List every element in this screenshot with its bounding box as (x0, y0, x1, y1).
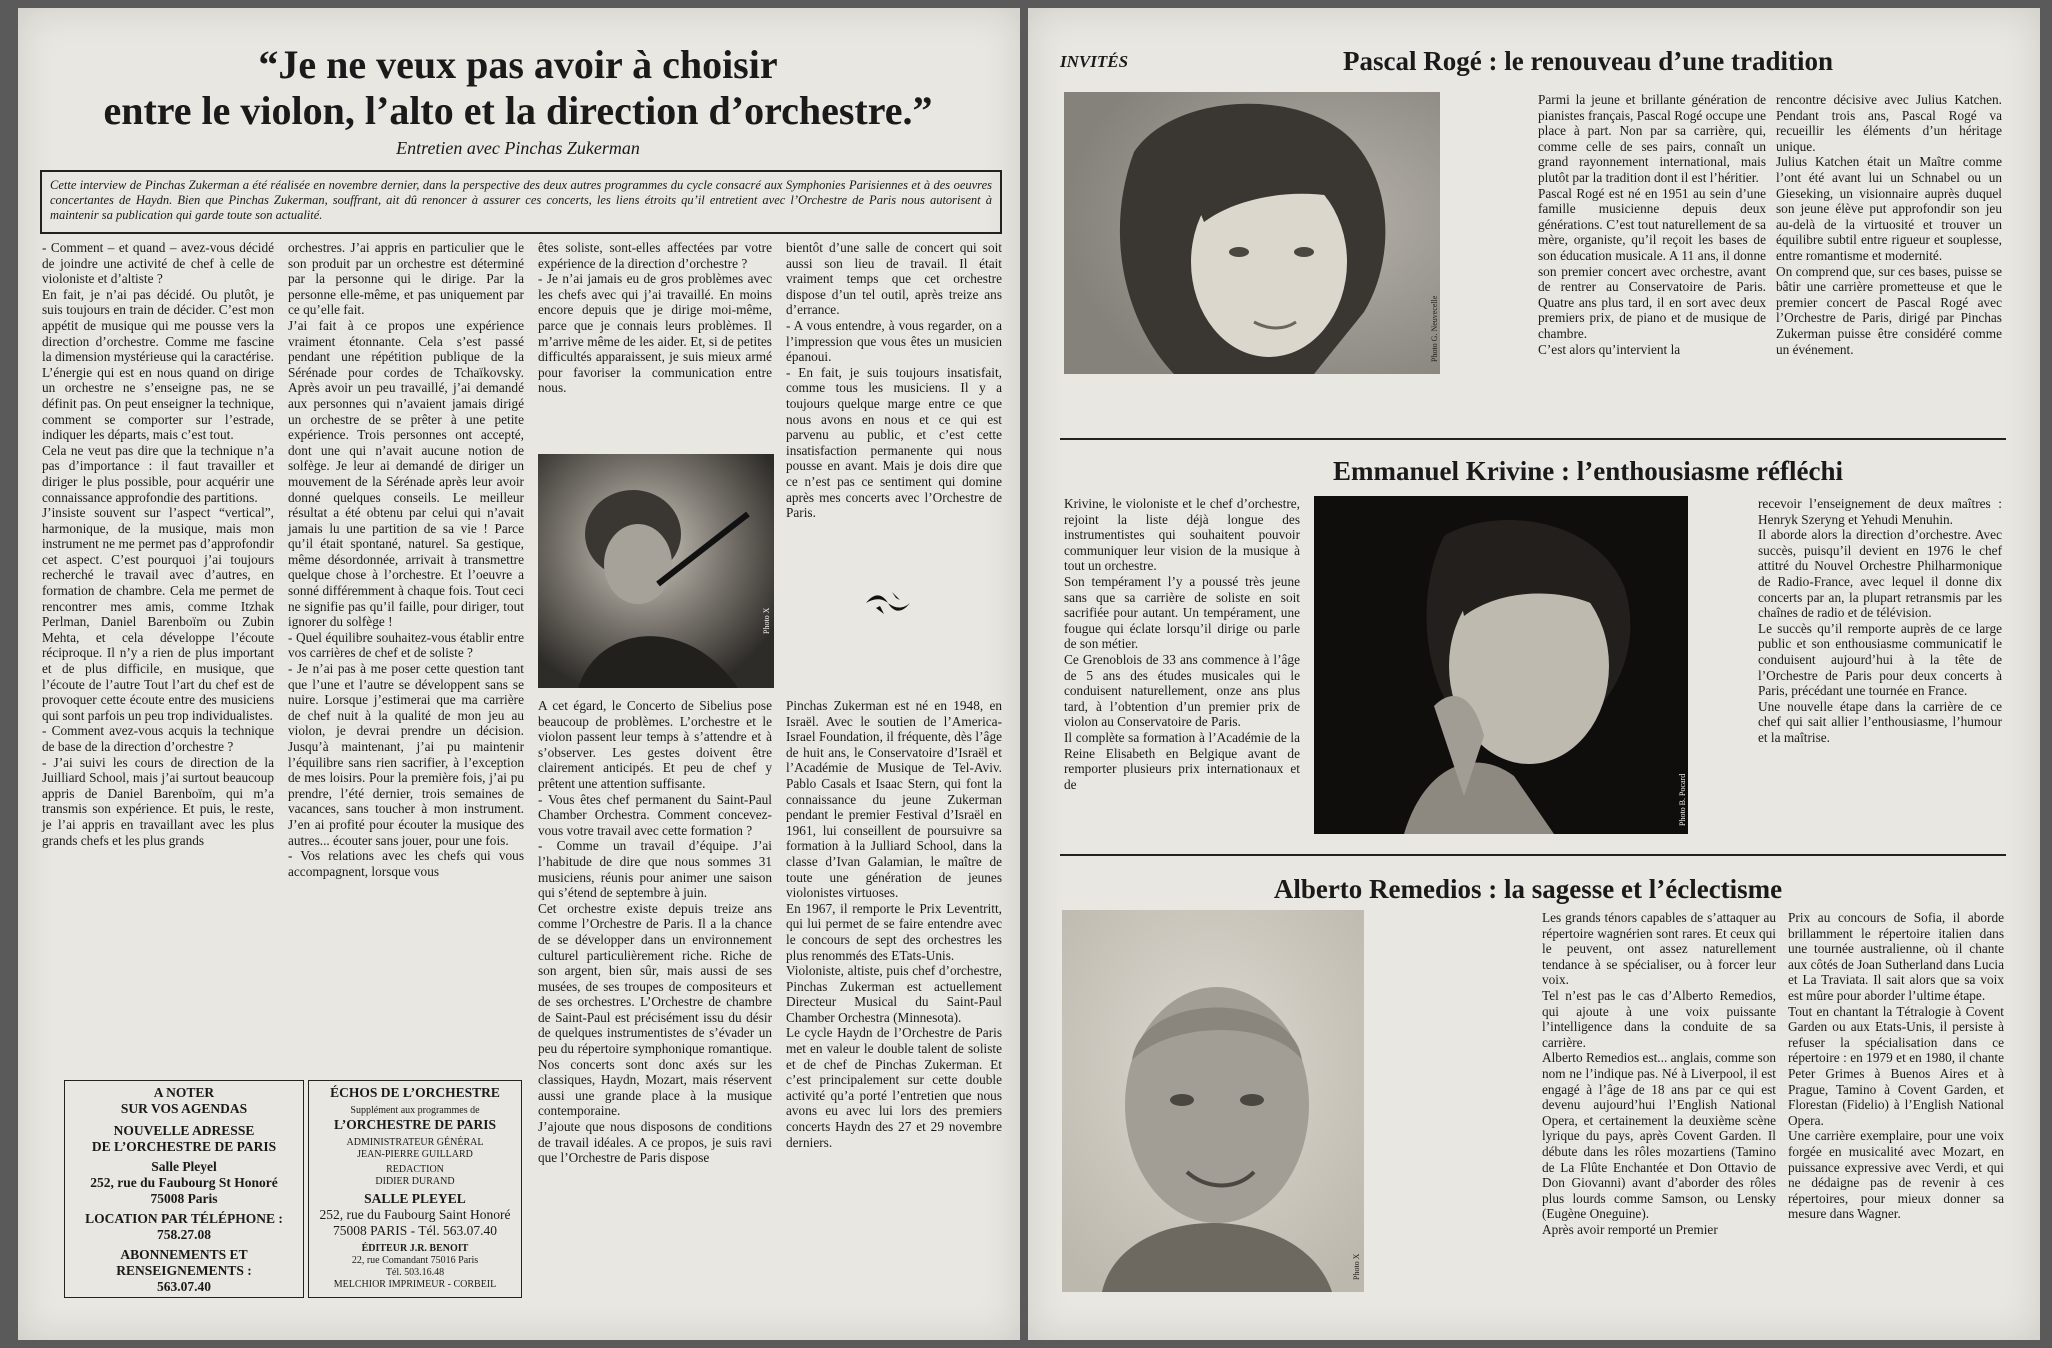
roge-photo-credit: Photo G. Neuvecelle (1430, 295, 1439, 362)
remedios-column-1: Les grands ténors capables de s’attaquer au répertoire wagnérien sont rares. Et ceux qui le peuvent, ont assez naturellement tendance à se spécialiser, ou à forcer leur voix. Tel n’est pas le cas d’Alberto Remedios, qui ajoute à une voix puissante l’intelligence dans la conduite de sa carrière. Alberto Remedios est... anglais, comme son nom ne l’indique pas. Né à Liverpool, il est engagé à l’âge de 18 ans par ce qui est devenu aujourd’hui l’English National Opera, et certainement la deuxième scène lyrique du pays, après Covent Garden. Il débute dans les rôles mozartiens (Tamino de La Flûte Enchantée et Don Ottavio de Don Giovanni) avant d’aborder des rôles plus lourds comme Samson, ou Lensky (Eugène Oneguine). Après avoir remporté un Premier (1542, 910, 1776, 1237)
remedios-title: Alberto Remedios : la sagesse et l’éclectisme (1273, 874, 1783, 904)
interview-column-3b: A cet égard, le Concerto de Sibelius pose beaucoup de problèmes. L’orchestre et le violon passent leur temps à s’attendre et à s’observer. Les gestes doivent être clairement anticipés. Et peu de chef y prêtent une attention suffisante. - Vous êtes chef permanent du Saint-Paul Chamber Orchestra. Comment concevez-vous votre travail avec cette formation ? - Comme un travail d’équipe. J’ai l’habitude de dire que nous sommes 31 musiciens, réunis pour animer une saison qui s’étend de septembre à juin. Cet orchestre existe depuis treize ans comme l’Orchestre de Paris. Il a la chance de se développer dans un environnement culturel particulièrement riche. Riche de son argent, bien sûr, mais aussi de ses musées, de ses troupes de compositeurs et de ses orchestres. L’Orchestre de chambre de Saint-Paul est précisément issu du désir de quelques instrumentistes de s’évader un peu du répertoire symphonique romantique. Nos concerts sont donc axés sur les classiques, Haydn, Mozart, mais réservent aussi une grande place à la musique contemporaine. J’ajoute que nous disposons de conditions de travail idéales. A ce propos, je suis ravi que l’Orchestre de Paris dispose (538, 698, 772, 1166)
note-line: A NOTER (153, 1085, 215, 1100)
echos-line: ÉDITEUR J.R. BENOIT (361, 1243, 469, 1254)
right-page (1028, 8, 2040, 1340)
echos-line: JEAN-PIERRE GUILLARD (357, 1149, 473, 1160)
krivine-column-1: Krivine, le violoniste et le chef d’orchestre, rejoint la liste déjà longue des instrumentistes qui souhaitent pouvoir communiquer leur vision de la musique à tout un orchestre. Son tempérament l’y a poussé très jeune sans que sa carrière de soliste en soit sacrifiée pour autant. Un tempérament, une fougue qui éclate lorsqu’il dirige ou parle de son métier. Ce Grenoblois de 33 ans commence à l’âge de 5 ans des études musicales qui le conduisent naturellement, onze ans plus tard, à l’obtention d’un premier prix de violon au Conservatoire de Paris. Il complète sa formation à l’Académie de la Reine Elisabeth en Belgique avant de remporter plusieurs prix internationaux et de (1064, 496, 1300, 792)
note-line: 563.07.40 (157, 1279, 211, 1294)
interview-column-3a: êtes soliste, sont-elles affectées par votre expérience de la direction d’orchestre ? - Je n’ai jamais eu de gros problèmes avec les chefs avec qui j’ai travaillé. En moins encore depuis que je dirige moi-même, parce que je connais leurs problèmes. Il m’arrive même de les aider. Et, si de petites difficultés apparaissent, je suis mieux armé pour favoriser la communication entre nous. (538, 240, 772, 396)
title-line-2: entre le violon, l’alto et la direction d’orchestre.” (103, 88, 933, 133)
roge-photo (1064, 92, 1440, 374)
remedios-photo (1062, 910, 1364, 1292)
roge-column-1: Parmi la jeune et brillante génération de pianistes français, Pascal Rogé occupe une place à part. Non par sa carrière, qui, comme celle de ses pairs, connaît un grand rayonnement international, mais plutôt par la tradition dont il est l’héritier. Pascal Rogé est né en 1951 au sein d’une famille musicienne depuis deux générations. C’est tout naturellement de sa mère, organiste, qu’il reçoit les bases de son éducation musicale. A 11 ans, il donne son premier concert avec orchestre, avant de rentrer au Conservatoire de Paris. Quatre ans plus tard, il en sort avec deux premiers prix, de piano et de musique de chambre. C’est alors qu’intervient la (1538, 92, 1766, 357)
article-subtitle: Entretien avec Pinchas Zukerman (396, 138, 640, 158)
remedios-column-2: Prix au concours de Sofia, il aborde brillamment le répertoire italien dans une tournée australienne, où il chante aux côtés de Joan Sutherland dans Lucia et La Traviata. Il sait alors que sa voix est mûre pour aborder l’ultime étape. Tout en chantant la Tétralogie à Covent Garden ou aux Etats-Unis, il persiste à refuser la spécialisation dans ce répertoire : en 1979 et en 1980, il chante Peter Grimes à Buenos Aires et à Prague, Tamino à Covent Garden, et Florestan (Fidelio) à l’English National Opera. Une carrière exemplaire, pour une voix forgée en musicalité avec Mozart, en puissance expressive avec Verdi, et qui ne dédaigne pas de revenir à ces répertoires, pour mieux donner sa mesure dans Wagner. (1788, 910, 2004, 1222)
echos-line: Tél. 503.16.48 (385, 1267, 445, 1278)
section-divider (1060, 854, 2006, 856)
krivine-title: Emmanuel Krivine : l’enthousiasme réfléchi (1333, 456, 1843, 486)
note-line: ABONNEMENTS ET (120, 1247, 248, 1262)
section-label: INVITÉS (1060, 52, 1129, 71)
biography-column: Pinchas Zukerman est né en 1948, en Israël. Avec le soutien de l’America-Israel Foundation, il fréquente, dès l’âge de huit ans, le Conservatoire d’Israël et l’Académie de Musique de Tel-Aviv. Pablo Casals et Isaac Stern, qui font la connaissance du jeune Zukerman pendant le premier Festival d’Israël en 1961, lui conseillent de poursuivre sa formation à la Julliard School, dans la classe d’Ivan Galamian, le maître de toute une génération de jeunes violonistes virtuoses. En 1967, il remporte le Prix Leventritt, qui lui permet de se faire entendre avec le concours de sept des orchestres les plus renommés des ETats-Unis. Violoniste, altiste, puis chef d’orchestre, Pinchas Zukerman est actuellement Directeur Musical du Saint-Paul Chamber Orchestra (Minnesota). Le cycle Haydn de l’Orchestre de Paris met en valeur le double talent de soliste et de chef de Pinchas Zukerman. Et c’est principalement sur cette double activité qu’a porté l’entretien que nous avons eu avec lui lors des premiers concerts Haydn des 27 et 29 novembre derniers. (786, 698, 1002, 1150)
note-box (64, 1080, 304, 1298)
note-line: 75008 Paris (150, 1191, 218, 1206)
echos-line: DIDIER DURAND (375, 1176, 455, 1187)
zukerman-photo (538, 454, 774, 688)
note-line: 252, rue du Faubourg St Honoré (90, 1175, 278, 1190)
echos-line: ADMINISTRATEUR GÉNÉRAL (346, 1137, 484, 1148)
echos-line: SALLE PLEYEL (364, 1191, 466, 1206)
interview-column-2: orchestres. J’ai appris en particulier que le son produit par un orchestre est déterminé par la personne qui le dirige. Par la personne elle-même, et pas uniquement par ce qu’elle fait. J’ai fait à ce propos une expérience vraiment étonnante. Cela s’est passé pendant une répétition publique de la Sérénade pour cordes de Tchaïkovsky. Après avoir un peu travaillé, j’ai demandé aux personnes qui n’avaient jamais dirigé un orchestre de se prêter à une petite expérience. Trois personnes ont accepté, dont une qui n’avait aucune notion de solfège. Je leur ai demandé de diriger un mouvement de la Sérénade après leur avoir donné quelques conseils. Le meilleur résultat a été obtenu par celui qui n’avait jamais lu une partition de sa vie ! Parce qu’il était spontané, naturel. Sa gestique, même désordonnée, arrivait à transmettre quelque chose à l’orchestre. Et l’oeuvre a sonné différemment à chaque fois. Tout ceci ne signifie pas qu’il faille, pour diriger, tout ignorer du solfège ! - Quel équilibre souhaitez-vous établir entre vos carrières de chef et de soliste ? - Je n’ai pas à me poser cette question tant que l’une et l’autre se développent sans se nuire. Lorsque j’estimerai que ma carrière de chef nuit à la qualité de mon jeu au violon, je devrai prendre un décision. Jusqu’à maintenant, j’ai pu maintenir l’équilibre sans rien sacrifier, à l’exception de mes loisirs. Pour la première fois, j’ai pu prendre, l’été dernier, trois semaines de vacances, sans toucher à mon instrument. J’en ai profité pour écouter la musique des autres... écouter sans jouer, pour une fois. - Vos relations avec les chefs qui vous accompagnent, lorsque vous (288, 240, 524, 879)
left-page (18, 8, 1020, 1340)
ornament-icon (858, 588, 918, 618)
echos-line: Supplément aux programmes de (350, 1105, 480, 1116)
note-line: 758.27.08 (157, 1227, 211, 1242)
echos-box-text (309, 1085, 521, 1291)
zukerman-photo-credit: Photo X (762, 607, 771, 634)
interview-column-4a: bientôt d’une salle de concert qui soit aussi son lieu de travail. Il était vraiment temps que cet orchestre dispose d’un tel outil, après treize ans d’errance. - A vous entendre, à vous regarder, on a l’impression que vous êtes un musicien épanoui. - En fait, je suis toujours insatisfait, comme tous les musiciens. Il y a toujours quelque marge entre ce que nous avons en nous et ce qui est parvenu au public, et c’est cette insatisfaction permanente qui nous pousse en avant. Mais je dois dire que ce n’est pas ce sentiment qui domine après mes concerts avec l’Orchestre de Paris. (786, 240, 1002, 521)
note-line: RENSEIGNEMENTS : (116, 1263, 252, 1278)
echos-line: L’ORCHESTRE DE PARIS (333, 1117, 497, 1132)
krivine-column-2: recevoir l’enseignement de deux maîtres : Henryk Szeryng et Yehudi Menuhin. Il aborde alors la direction d’orchestre. Avec succès, puisqu’il devient en 1976 le chef attitré du Nouvel Orchestre Philharmonique de Radio-France, avec lequel il donne dix concerts par an, la plupart retransmis par les chaînes de radio et de télévision. Le succès qu’il remporte auprès de ce large public et son enthousiasme communicatif le conduisent aujourd’hui à la tête de l’Orchestre de Paris pour deux concerts à Paris, précédant une tournée en France. Une nouvelle étape dans la carrière de ce chef qui sait allier l’enthousiasme, l’humour et la maîtrise. (1758, 496, 2002, 745)
note-line: Salle Pleyel (151, 1159, 217, 1174)
roge-column-2: rencontre décisive avec Julius Katchen. Pendant trois ans, Pascal Rogé va recueillir les éléments d’un héritage unique. Julius Katchen était un Maître comme l’ont été avant lui un Schnabel ou un Gieseking, un visionnaire auprès duquel son jeune élève put approfondir son jeu au-delà de la virtuosité et trouver un équilibre subtil entre rigueur et souplesse, entre romantisme et modernité. On comprend que, sur ces bases, puisse se bâtir une carrière prometteuse et que le premier concert de Pascal Rogé avec l’Orchestre de Paris, dirigé par Pinchas Zukerman puisse être considéré comme un événement. (1776, 92, 2002, 357)
intro-box (40, 170, 1002, 234)
echos-line: 75008 PARIS - Tél. 563.07.40 (333, 1223, 497, 1238)
echos-line: 252, rue du Faubourg Saint Honoré (319, 1207, 511, 1222)
title-line-1: “Je ne veux pas avoir à choisir (258, 42, 778, 87)
echos-line: REDACTION (386, 1164, 444, 1175)
echos-line: MELCHIOR IMPRIMEUR - CORBEIL (333, 1279, 497, 1290)
article-title (38, 42, 998, 134)
note-line: SUR VOS AGENDAS (120, 1101, 248, 1116)
echos-line: ÉCHOS DE L’ORCHESTRE (330, 1085, 500, 1100)
note-line: DE L’ORCHESTRE DE PARIS (91, 1139, 277, 1154)
roge-title: Pascal Rogé : le renouveau d’une tradition (1343, 46, 1833, 76)
section-divider (1060, 438, 2006, 440)
interview-column-1: - Comment – et quand – avez-vous décidé de joindre une activité de chef à celle de violoniste et d’altiste ? En fait, je n’ai pas décidé. Ou plutôt, je suis toujours en train de décider. C’est mon appétit de musique qui me pousse vers la direction d’orchestre. Comme me fascine la dimension mystérieuse qui la caractérise. L’énergie qui est en nous quand on dirige un orchestre ne s’enseigne pas, ne se définit pas. On peut enseigner la technique, comment se comporter sur l’estrade, indiquer les départs, mais c’est tout. Cela ne veut pas dire que la technique n’a pas d’importance : il faut travailler et diriger le plus possible, pour acquérir une connaissance approfondie des partitions. J’insiste souvent sur l’aspect “vertical”, harmonique, de la musique, mais mon instrument ne me permet pas d’approfondir cet aspect. C’est pourquoi j’ai toujours recherché le travail avec d’autres, en formation de chambre. Cela me permet de rencontrer mes amis, comme Itzhak Perlman, Daniel Barenboïm ou Zubin Mehta, et cela développe l’écoute réciproque. Il n’y a rien de plus important et de plus difficile, en musique, que l’écoute de l’autre Tout l’art du chef est de provoquer cette écoute entre des musiciens qui sont parfois un peu trop individualistes. - Comment avez-vous acquis la technique de base de la direction d’orchestre ? - J’ai suivi les cours de direction de la Juilliard School, mais j’ai surtout beaucoup appris de Daniel Barenboïm, qui m’a transmis son expérience. Et puis, le reste, je l’ai appris en travaillant avec les plus grands chefs et les plus grands (42, 240, 274, 848)
krivine-photo-credit: Photo B. Pocard (1678, 773, 1687, 826)
krivine-photo (1314, 496, 1688, 834)
note-box-text (65, 1085, 303, 1295)
echos-box (308, 1080, 522, 1298)
echos-line: 22, rue Comandant 75016 Paris (351, 1255, 479, 1266)
intro-text: Cette interview de Pinchas Zukerman a été réalisée en novembre dernier, dans la perspective des deux autres programmes du cycle consacré aux Symphonies Parisiennes et à des oeuvres concertantes de Haydn. Bien que Pinchas Zukerman, souffrant, ait dû renoncer à assurer ces concerts, les liens étroits qu’il entretient avec l’Orchestre de Paris nous autorisent à maintenir sa publication qui garde toute son actualité. (50, 178, 992, 222)
note-line: LOCATION PAR TÉLÉPHONE : (85, 1211, 283, 1226)
remedios-photo-credit: Photo X (1352, 1253, 1361, 1280)
note-line: NOUVELLE ADRESSE (113, 1123, 255, 1138)
